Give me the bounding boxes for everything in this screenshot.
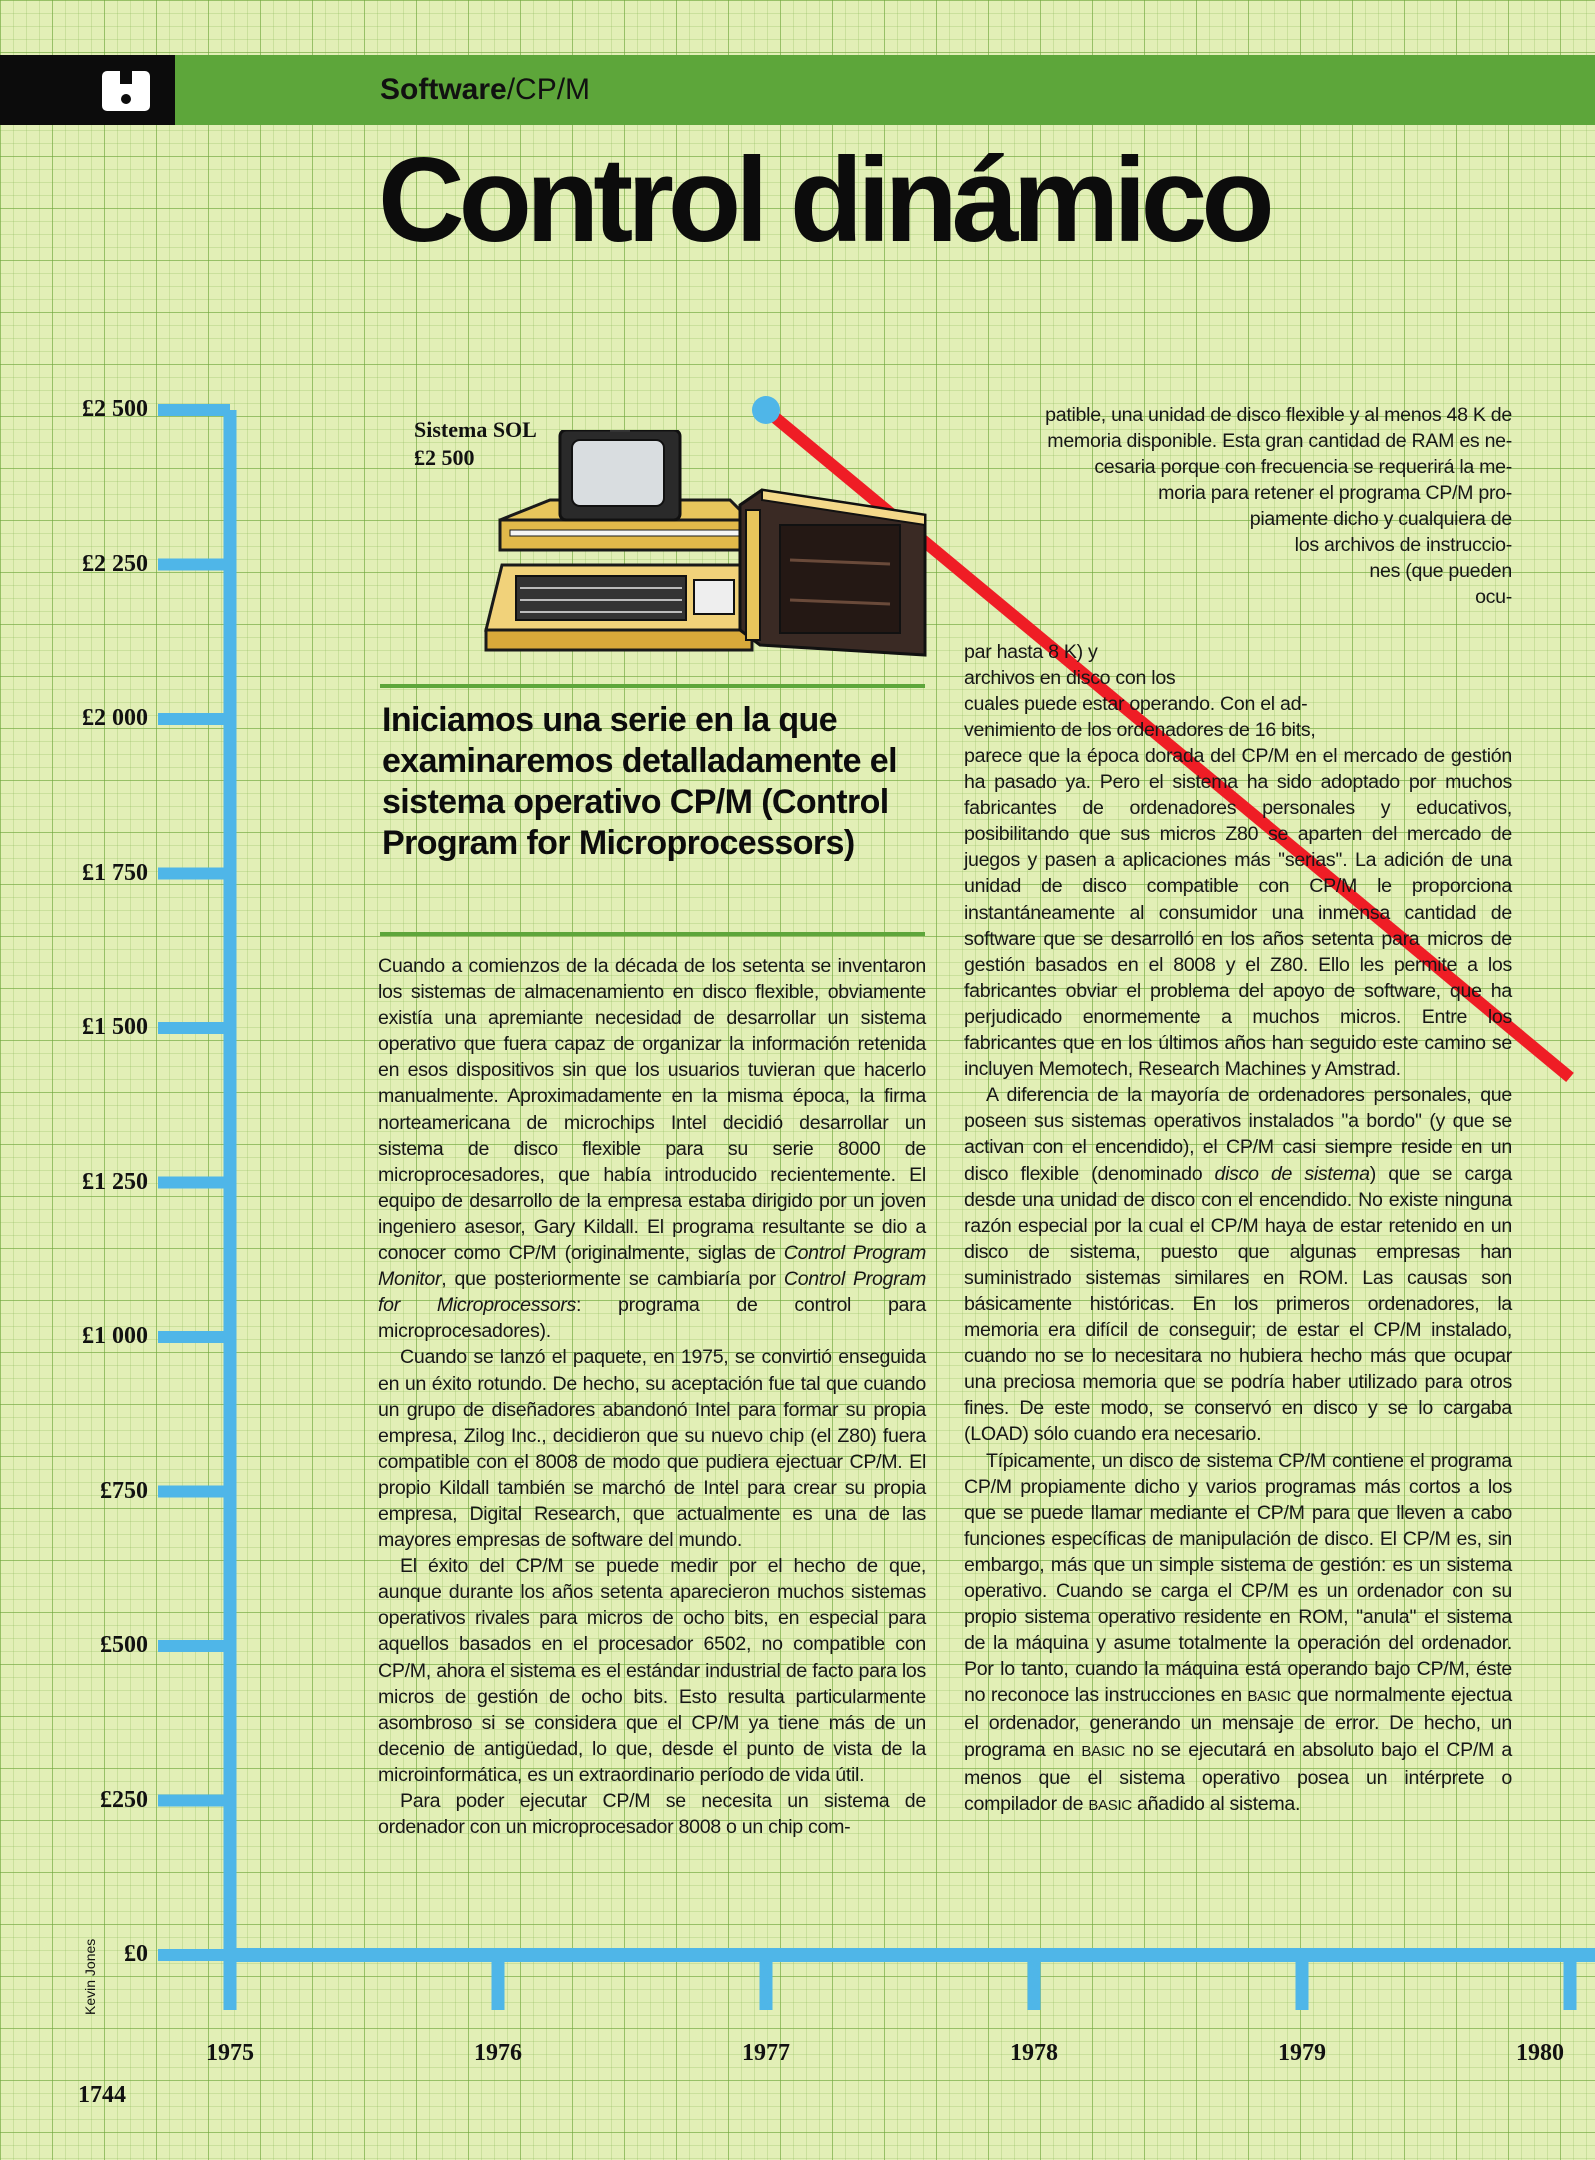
section-label-rest: /CP/M [506,73,591,106]
body-column-2 [964,743,1512,1819]
trend-start-point [752,396,780,424]
section-label-bold: Software [380,73,507,106]
lead-rule-bottom [380,932,925,936]
col2-stepped-line: los archivos de instruccio- [1294,534,1512,556]
illustration-caption-name: Sistema SOL [414,417,537,442]
x-tick-label: 1976 [474,2040,522,2066]
col1-paragraph-1: Cuando a comienzos de la década de los setenta se inventaron los sistemas de almacenamiento en disco flexible, obviamente existía una apremiante necesidad de desarrollar un sistema operativo que fuera capaz de organizar la información retenida en esos dispositivos sin que los usuarios tuvieran que hacerlo manualmente. Aproximadamente en la misma época, la firma norteamericana de microchips Intel decidió desarrollar un sistema de disco flexible para su serie 8000 de microprocesadores, que había introducido recientemente. El equipo de desarrollo de la empresa estaba dirigido por un joven ingeniero asesor, Gary Kildall. El programa resultante se dio a conocer como CP/M (originalmente, siglas de Control Program Monitor, que posteriormente se cambiaría por Control Program for Microprocessors: programa de control para microprocesadores). [378,955,926,1343]
col2-stepped-line: nes (que pueden [1369,560,1512,582]
y-tick-label: £1 250 [82,1168,148,1195]
illustrator-credit: Kevin Jones [82,1938,98,2015]
col2-stepped-line: par hasta 8 K) y [964,641,1098,663]
x-tick-label: 1979 [1278,2040,1326,2066]
x-tick-label: 1978 [1010,2040,1058,2066]
col1-paragraph-3: El éxito del CP/M se puede medir por el hecho de que, aunque durante los años setenta aparecieron muchos sistemas operativos rivales para micros de ocho bits, en especial para aquellos basados en el procesador 6502, no compatible con CP/M, ahora el sistema es el estándar industrial de facto para los micros de gestión de ocho bits. Esto resulta particularmente asombroso si se considera que el CP/M ya tiene más de un decenio de antigüedad, lo que, desde el punto de vista de la microinformática, es un extraordinario período de vida útil. [378,1555,926,1786]
col2-stepped-line: venimiento de los ordenadores de 16 bits, [964,719,1316,741]
col2-paragraph-1: parece que la época dorada del CP/M en el mercado de gestión ha pasado ya. Pero el sistema ha sido adoptado por muchos fabricantes de ordenadores personales y educativos, posibilitando que sus micros Z80 se aparten del mercado de juegos y pasen a aplicaciones más ''serias''. La adición de una unidad de disco compatible con CP/M le proporciona instantáneamente al consumidor una inmensa cantidad de software que se desarrolló en los años setenta para micros de gestión basados en el 8008 y el Z80. Ello les permite a los fabricantes obviar el problema del apoyo de software, que ha perjudicado enormemente a muchos micros. Entre los fabricantes que en los últimos años han seguido este camino se incluyen Memotech, Research Machines y Amstrad. [964,745,1512,1081]
y-tick-label: £1 500 [82,1014,148,1040]
x-tick-label: 1977 [742,2040,790,2066]
y-tick-label: £500 [100,1632,148,1658]
col1-paragraph-2: Cuando se lanzó el paquete, en 1975, se convirtió enseguida en un éxito rotundo. De hecho, su aceptación fue tal que cuando un grupo de diseñadores abandonó Intel para formar su propia empresa, Zilog Inc., decidieron que su nuevo chip (el Z80) fuera compatible con el 8008 de modo que pudiera ejectuar CP/M. El propio Kildall también se marchó de Intel para crear su propia empresa, Digital Research, que actualmente es una de las mayores empresas de software del mundo. [378,1346,926,1552]
sol-computer-illustration [480,430,940,660]
y-tick-label: £750 [100,1477,148,1504]
lead-paragraph: Iniciamos una serie en la que examinaremos detalladamente el sistema operativo CP/M (Control Program for Microprocessors) [382,701,897,862]
x-tick-label: 1975 [206,2040,254,2066]
col2-paragraph-3: Típicamente, un disco de sistema CP/M contiene el programa CP/M propiamente dicho y varios programas más cortos a los que se puede llamar mediante el CP/M para que lleven a cabo funciones específicas de manipulación de disco. El CP/M es, sin embargo, más que un simple sistema de gestión: es un sistema operativo. Cuando se carga el CP/M es un ordenador con su propio sistema operativo residente en ROM, ''anula'' el sistema de la máquina y asume totalmente la operación del ordenador. Por lo tanto, cuando la máquina está operando bajo CP/M, éste no reconoce las instrucciones en BASIC que normalmente ejectua el ordenador, generando un mensaje de error. De hecho, un programa en BASIC no se ejecutará en absoluto bajo el CP/M a menos que el sistema operativo posea un intérprete o compilador de BASIC añadido al sistema. [964,1449,1512,1815]
col2-stepped-line: cuales puede estar operando. Con el ad- [964,693,1308,715]
page-number: 1744 [78,2082,126,2108]
col2-stepped-line: ocu- [1475,586,1512,608]
col1-paragraph-4: Para poder ejecutar CP/M se necesita un sistema de ordenador con un microprocesador 8008 o un chip com- [378,1790,926,1839]
col2-stepped-line: piamente dicho y cualquiera de [1249,508,1512,530]
y-tick-label: £1 000 [82,1323,148,1349]
body-column-1 [378,953,926,1840]
col2-stepped-line: patible, una unidad de disco flexible y al menos 48 K de [1045,404,1512,426]
lead-rule-top [380,684,925,688]
x-tick-label: 1980 [1516,2040,1564,2066]
illustration-caption-price: £2 500 [414,445,475,470]
y-tick-label: £2 500 [82,396,148,422]
y-tick-label: £2 250 [82,550,148,577]
col2-paragraph-2: A diferencia de la mayoría de ordenadores personales, que poseen sus sistemas operativos instalados ''a bordo'' (y que se activan con el encendido), el CP/M casi siempre reside en un disco flexible (denominado disco de sistema) que se carga desde una unidad de disco con el encendido. No existe ninguna razón especial por la cual el CP/M haya de estar retenido en un disco de sistema, puesto que algunas empresas han suministrado sistemas similares en ROM. Las causas son básicamente históricas. En los primeros ordenadores, la memoria era difícil de conseguir; de estar el CP/M instalado, cuando no se lo necesitara no hubiera hecho más que ocupar una preciosa memoria que se podría haber utilizado para otros fines. De este modo, se conservó en disco y se lo cargaba (LOAD) sólo cuando era necesario. [964,1084,1512,1446]
col2-stepped-line: moria para retener el programa CP/M pro- [1158,482,1512,504]
y-tick-label: £250 [100,1786,148,1813]
col2-stepped-line: memoria disponible. Esta gran cantidad de RAM es ne- [1047,430,1512,452]
y-tick-label: £2 000 [82,705,148,731]
y-tick-label: £1 750 [82,859,148,886]
col2-stepped-line: archivos en disco con los [964,667,1176,689]
y-tick-label: £0 [124,1941,148,1967]
page-title: Control dinámico [378,133,1269,267]
col2-stepped-line: cesaria porque con frecuencia se requerirá la me- [1094,456,1512,478]
